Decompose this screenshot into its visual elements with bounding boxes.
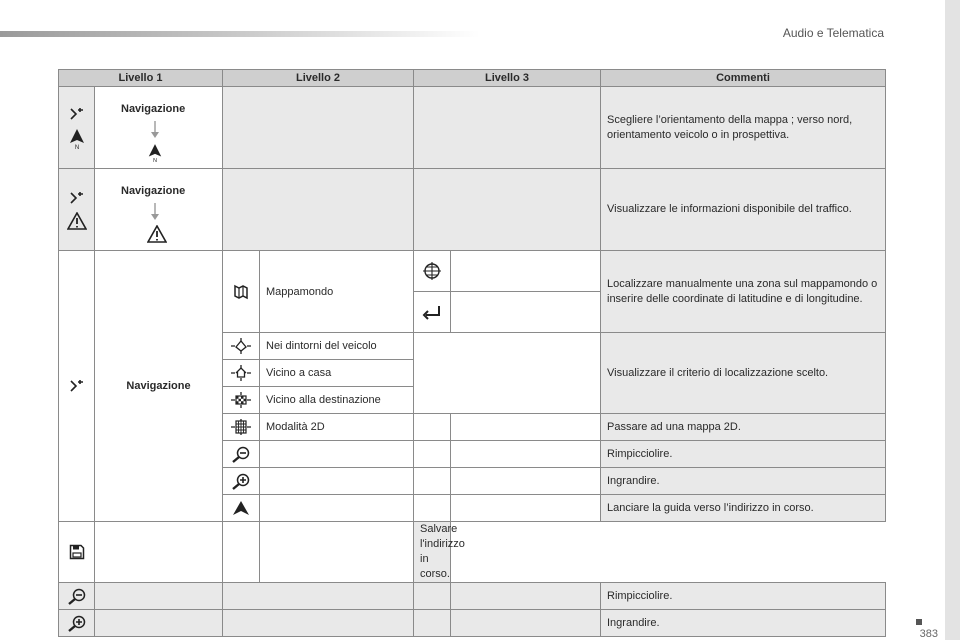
comment-cell: Visualizzare le informazioni disponibile del traffico. bbox=[601, 169, 886, 251]
level3-empty bbox=[451, 495, 601, 522]
level1-icons-cell bbox=[59, 169, 95, 251]
level3-empty bbox=[414, 583, 451, 610]
globe-map-icon[interactable] bbox=[232, 283, 250, 301]
table-header-row bbox=[59, 70, 886, 87]
warning-triangle-icon[interactable] bbox=[67, 212, 87, 230]
comment-cell: Localizzare manualmente una zona sul mappamondo o inserire delle coordinate di latitudine e di longitudine. bbox=[601, 251, 886, 333]
header-gradient-bar bbox=[0, 31, 480, 37]
vehicle-pin-icon[interactable] bbox=[230, 337, 252, 355]
level1-empty bbox=[95, 583, 223, 610]
crosshair-globe-icon[interactable] bbox=[422, 261, 442, 281]
north-arrow-icon bbox=[147, 143, 163, 163]
level1-icon-cell bbox=[59, 251, 95, 522]
side-strip bbox=[945, 0, 960, 640]
level3-empty bbox=[414, 333, 601, 414]
criteria-label: Nei dintorni del veicolo bbox=[260, 333, 414, 360]
level3-empty bbox=[260, 522, 414, 583]
level3-empty bbox=[223, 522, 260, 583]
level3-icon-cell bbox=[414, 251, 451, 292]
comment-cell: Rimpicciolire. bbox=[601, 441, 886, 468]
table-row bbox=[59, 583, 886, 610]
level3-icon-cell bbox=[414, 292, 451, 333]
table-row bbox=[59, 87, 886, 169]
level3-empty bbox=[451, 251, 601, 292]
level2-icon-cell bbox=[223, 468, 260, 495]
svg-text:N: N bbox=[153, 157, 157, 163]
level1-icon-cell bbox=[59, 610, 95, 637]
header-level1: Livello 1 bbox=[59, 70, 223, 87]
header-level2: Livello 2 bbox=[223, 70, 414, 87]
save-disk-icon[interactable] bbox=[69, 544, 85, 560]
zoom-in-icon[interactable] bbox=[230, 472, 252, 490]
table-row bbox=[59, 522, 886, 583]
comment-cell: Passare ad una mappa 2D. bbox=[601, 414, 886, 441]
table-row bbox=[59, 251, 886, 292]
level3-empty bbox=[451, 610, 601, 637]
north-arrow-icon[interactable] bbox=[68, 128, 86, 150]
level2-icon-cell bbox=[223, 360, 260, 387]
level2-icon-cell bbox=[223, 251, 260, 333]
header-comments: Commenti bbox=[601, 70, 886, 87]
level3-empty bbox=[451, 292, 601, 333]
page-marker bbox=[916, 619, 922, 625]
comment-cell: Ingrandire. bbox=[601, 468, 886, 495]
nav-label: Navigazione bbox=[121, 185, 186, 197]
level3-empty bbox=[414, 441, 451, 468]
level2-empty bbox=[260, 495, 414, 522]
destination-flag-icon[interactable] bbox=[230, 391, 252, 409]
level2-icon-cell bbox=[223, 495, 260, 522]
warning-triangle-icon bbox=[147, 225, 167, 243]
level3-empty bbox=[414, 610, 451, 637]
nav-label: Navigazione bbox=[95, 251, 223, 522]
level1-icon-cell bbox=[59, 583, 95, 610]
table-row bbox=[59, 169, 886, 251]
level2-empty bbox=[95, 522, 223, 583]
level3-empty bbox=[414, 169, 601, 251]
mode2d-label: Modalità 2D bbox=[260, 414, 414, 441]
zoom-out-icon[interactable] bbox=[230, 445, 252, 463]
page-header-title: Audio e Telematica bbox=[782, 26, 884, 40]
svg-text:N: N bbox=[74, 144, 79, 150]
level1-label-cell bbox=[95, 169, 223, 251]
comment-cell: Visualizzare il criterio di localizzazione scelto. bbox=[601, 333, 886, 414]
level2-empty bbox=[223, 169, 414, 251]
level3-empty bbox=[451, 441, 601, 468]
level2-empty bbox=[223, 583, 414, 610]
return-arrow-icon[interactable] bbox=[422, 304, 442, 320]
comment-cell: Scegliere l’orientamento della mappa ; verso nord, orientamento veicolo o in prospettiva. bbox=[601, 87, 886, 169]
level1-icons-cell bbox=[59, 87, 95, 169]
level2-empty bbox=[260, 441, 414, 468]
arrow-down-icon bbox=[151, 203, 159, 221]
level3-empty bbox=[451, 414, 601, 441]
home-pin-icon[interactable] bbox=[230, 364, 252, 382]
table-row bbox=[59, 610, 886, 637]
nav-map-icon[interactable] bbox=[69, 190, 85, 206]
guidance-arrow-icon[interactable] bbox=[232, 500, 250, 516]
comment-cell: Lanciare la guida verso l’indirizzo in corso. bbox=[601, 495, 886, 522]
page-number: 383 bbox=[919, 628, 938, 640]
menu-table bbox=[58, 69, 886, 637]
zoom-out-icon[interactable] bbox=[66, 587, 88, 605]
nav-label: Navigazione bbox=[121, 103, 186, 115]
comment-cell: Salvare l'indirizzo in corso. bbox=[414, 522, 451, 583]
level3-empty bbox=[414, 468, 451, 495]
grid-2d-icon[interactable] bbox=[230, 418, 252, 436]
level1-label-cell bbox=[95, 87, 223, 169]
level3-empty bbox=[451, 468, 601, 495]
level3-empty bbox=[451, 583, 601, 610]
nav-map-icon[interactable] bbox=[69, 106, 85, 122]
level2-icon-cell bbox=[223, 441, 260, 468]
comment-cell: Rimpicciolire. bbox=[601, 583, 886, 610]
mappamondo-label: Mappamondo bbox=[260, 251, 414, 333]
level1-empty bbox=[95, 610, 223, 637]
level3-empty bbox=[414, 414, 451, 441]
level2-empty bbox=[260, 468, 414, 495]
criteria-label: Vicino a casa bbox=[260, 360, 414, 387]
level3-empty bbox=[414, 87, 601, 169]
level2-icon-cell bbox=[59, 522, 95, 583]
level2-empty bbox=[223, 87, 414, 169]
level2-icon-cell bbox=[223, 333, 260, 360]
comment-cell: Ingrandire. bbox=[601, 610, 886, 637]
zoom-in-icon[interactable] bbox=[66, 614, 88, 632]
level3-empty bbox=[414, 495, 451, 522]
level2-icon-cell bbox=[223, 414, 260, 441]
nav-map-icon[interactable] bbox=[69, 378, 85, 394]
arrow-down-icon bbox=[151, 121, 159, 139]
header-level3: Livello 3 bbox=[414, 70, 601, 87]
level2-empty bbox=[223, 610, 414, 637]
criteria-label: Vicino alla destinazione bbox=[260, 387, 414, 414]
level2-icon-cell bbox=[223, 387, 260, 414]
